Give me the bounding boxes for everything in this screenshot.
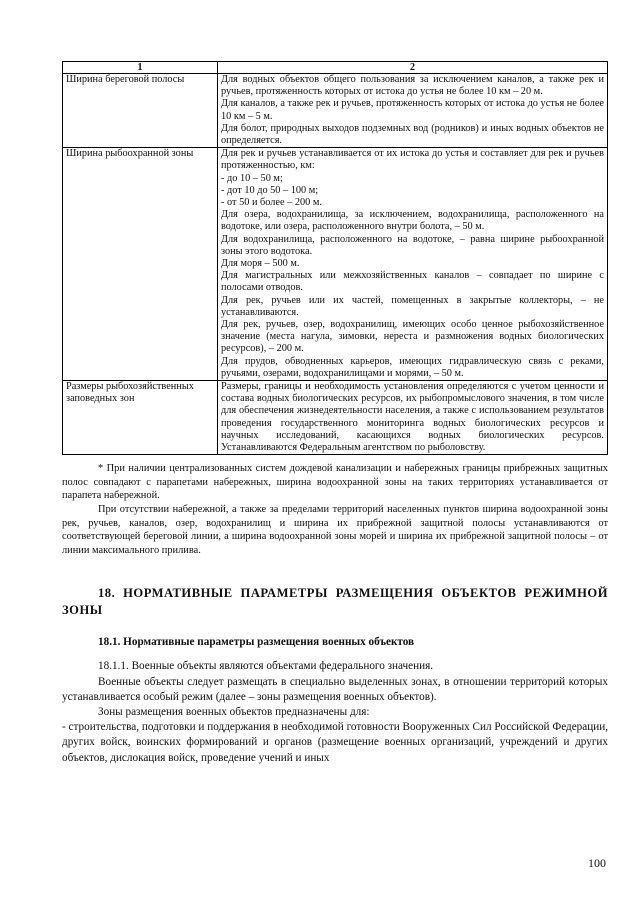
value-line: - от 50 и более – 200 м. <box>221 197 322 209</box>
value-line: Для болот, природных выходов подземных вод (родников) и иных водных объектов не определяется. <box>221 122 604 147</box>
row-value <box>218 381 608 455</box>
page-number: 100 <box>588 856 606 870</box>
value-line: Для водных объектов общего пользования за исключением каналов, а также рек и ручьев, протяженность которых от истока до устья не более 10 км – 20 м. <box>221 74 604 98</box>
section-heading: 18. НОРМАТИВНЫЕ ПАРАМЕТРЫ РАЗМЕЩЕНИЯ ОБЪЕКТОВ РЕЖИМНОЙ ЗОНЫ <box>62 586 608 618</box>
column-header-1: 1 <box>63 62 218 74</box>
row-value <box>218 74 608 148</box>
value-line: Размеры, границы и необходимость установления определяются с учетом ценности и состава водных биологических ресурсов, их рыбопромыслового значения, в том числе для обеспечения жизнедеятельности населения, а также с использованием результатов проведения государственного мониторинга водных биологических ресурсов и научных исследований, касающихся водных биологических ресурсов. Устанавливаются Федеральным агентством по рыболовству. <box>221 381 604 454</box>
row-value <box>218 148 608 381</box>
footnote: * При наличии централизованных систем дождевой канализации и набережных границы прибрежных защитных полос совпадают с парапетами набережных, ширина водоохранной зоны на таких территориях устанавливается от парапета набережной. <box>62 463 608 502</box>
document-page <box>62 61 608 766</box>
footnote: При отсутствии набережной, а также за пределами территорий населенных пунктов ширина водоохранной зоны рек, ручьев, каналов, озер, водохранилищ и ширина их прибрежной защитной полосы устанавливаются от соответствующей береговой линии, а ширина водоохранной зоны морей и ширина их прибрежной защитной полосы – от линии максимального прилива. <box>62 504 608 556</box>
table-row <box>63 381 608 455</box>
table-header-row <box>63 62 608 74</box>
value-line: Для рек, ручьев, озер, водохранилищ, имеющих особо ценное рыбохозяйственное значение (места нагула, зимовки, нереста и размножения водных биологических ресурсов), – 200 м. <box>221 319 604 355</box>
body-text <box>62 659 608 765</box>
row-name: Ширина рыбоохранной зоны <box>63 148 218 381</box>
value-line: Для магистральных или межхозяйственных каналов – совпадает по ширине с полосами отводов. <box>221 270 604 294</box>
value-line: Для рек, ручьев или их частей, помещенных в закрытые коллекторы, – не устанавливаются. <box>221 294 604 318</box>
row-name: Размеры рыбохозяйственных заповедных зон <box>63 381 218 455</box>
paragraph: 18.1.1. Военные объекты являются объектами федерального значения. <box>98 660 434 673</box>
value-line: Для водохранилища, расположенного на водотоке, – равна ширине рыбоохранной зоны этого водотока. <box>221 233 604 257</box>
subsection-heading: 18.1. Нормативные параметры размещения военных объектов <box>98 636 415 649</box>
norms-table <box>62 61 608 455</box>
paragraph: Зоны размещения военных объектов предназначены для: <box>98 706 370 719</box>
list-item: - строительства, подготовки и поддержания в необходимой готовности Вооруженных Сил Российской Федерации, других войск, воинских формирований и органов (размещение военных организаций, учреждений и других объектов, дислокация войск, проведение учений и иных <box>62 721 608 764</box>
value-line: - дот 10 до 50 – 100 м; <box>221 184 319 196</box>
table-row <box>63 74 608 148</box>
value-line: Для моря – 500 м. <box>221 258 300 270</box>
value-line: Для озера, водохранилища, за исключением, водохранилища, расположенного на водотоке, или озера, расположенного внутри болота, – 50 м. <box>221 209 604 233</box>
value-line: Для прудов, обводненных карьеров, имеющих гидравлическую связь с реками, ручьями, озерами, водохранилищами и морями, – 50 м. <box>221 355 604 379</box>
value-line: Для рек и ручьев устанавливается от их истока до устья и составляет для рек и ручьев протяженностью, км: <box>221 148 604 172</box>
table-row <box>63 148 608 381</box>
row-name: Ширина береговой полосы <box>63 74 218 148</box>
table-notes <box>62 462 608 557</box>
column-header-2: 2 <box>218 62 608 74</box>
value-line: Для каналов, а также рек и ручьев, протяженность которых от истока до устья не более 10 км – 5 м. <box>221 98 604 122</box>
paragraph: Военные объекты следует размещать в специально выделенных зонах, в отношении территорий которых устанавливается особый режим (далее – зоны размещения военных объектов). <box>62 675 608 703</box>
value-line: - до 10 – 50 м; <box>221 172 283 184</box>
